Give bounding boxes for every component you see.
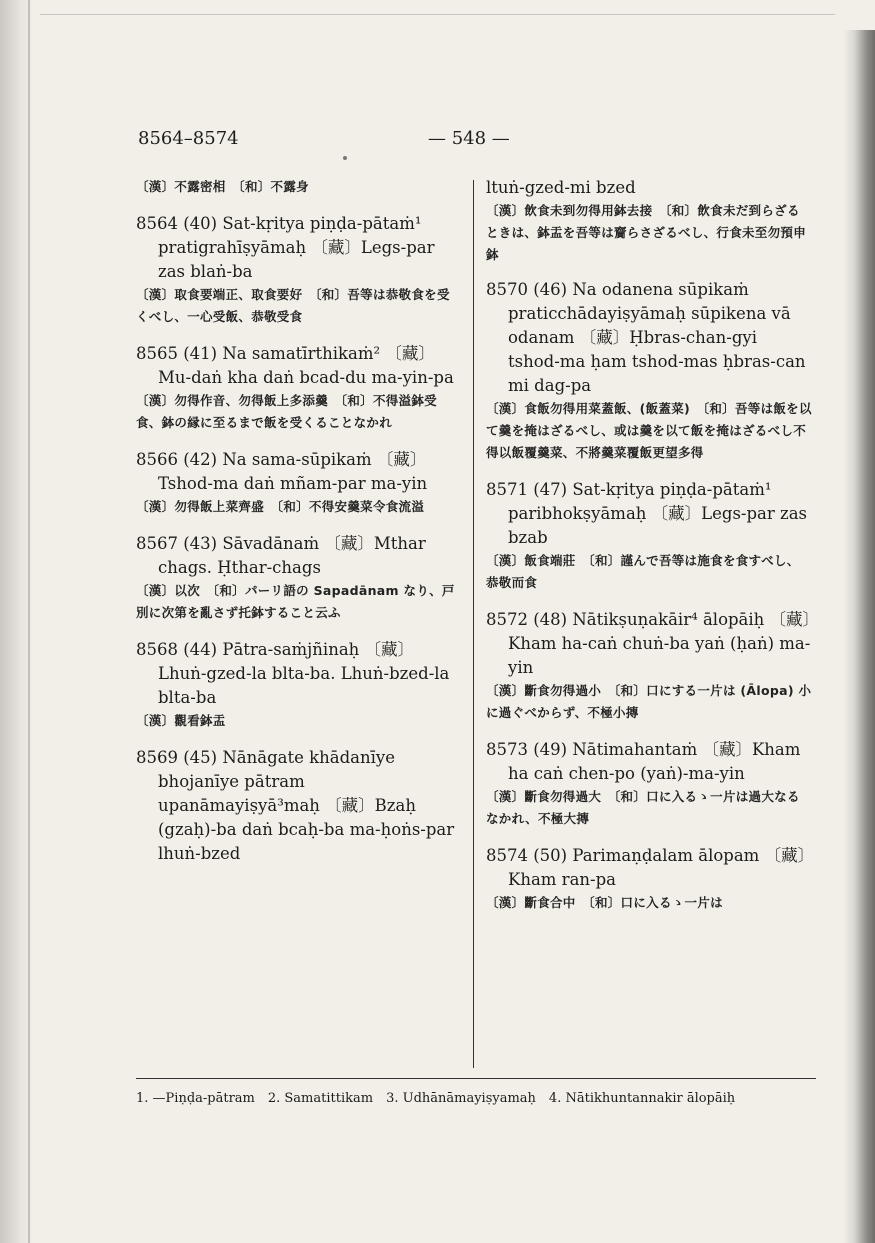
column-divider xyxy=(473,180,474,1068)
entry-headword: 8565 (41) Na samatīrthikaṁ² 〔藏〕Mu-daṅ kha daṅ bcad-du ma-yin-pa xyxy=(136,344,454,387)
entry-translation: 〔漢〕飯食端莊 〔和〕謹んで吾等は施食を食すべし、恭敬而食 xyxy=(486,553,800,590)
entry-translation: 〔漢〕斷食勿得過大 〔和〕口に入るゝ一片は過大なるなかれ、不極大摶 xyxy=(486,789,800,826)
entry-8565 xyxy=(136,342,462,434)
entry-translation: 〔漢〕以次 〔和〕パーリ語の Sapadānam なり、戸別に次第を亂さず托鉢すること云ふ xyxy=(136,583,455,620)
page-header xyxy=(138,128,818,158)
footnote-text: 1. —Piṇḍa-pātram 2. Samatittikam 3. Udhānāmayiṣyamaḥ 4. Nātikhuntannakir ālopāiḥ xyxy=(136,1091,736,1106)
entry-headword: 8567 (43) Sāvadānaṁ 〔藏〕Mthar chags. Ḥthar-chags xyxy=(136,534,426,577)
left-column xyxy=(136,176,462,880)
entry-translation: 〔漢〕斷食勿得過小 〔和〕口にする一片は (Ālopa) 小に過ぐべからず、不極小摶 xyxy=(486,683,812,720)
entry-8569-continuation xyxy=(486,176,812,266)
right-column xyxy=(486,176,812,928)
entry-8574 xyxy=(486,844,812,914)
entry-8567 xyxy=(136,532,462,624)
top-rule xyxy=(40,14,835,15)
entry-headword: 8566 (42) Na sama-sūpikaṁ 〔藏〕Tshod-ma daṅ mñam-par ma-yin xyxy=(136,450,428,493)
entry-headword: 8564 (40) Sat-kṛitya piṇḍa-pātaṁ¹ pratigrahīṣyāmaḥ 〔藏〕Legs-par zas blaṅ-ba xyxy=(136,214,435,281)
entry-translation: 〔漢〕斷食合中 〔和〕口に入るゝ一片は xyxy=(486,895,723,910)
footnote-rule xyxy=(136,1078,816,1079)
entry-translation: 〔漢〕觀看鉢盂 xyxy=(136,713,226,728)
footnotes xyxy=(136,1078,816,1111)
entry-8568 xyxy=(136,638,462,732)
entry-headword: 8568 (44) Pātra-saṁjñinaḥ 〔藏〕Lhuṅ-gzed-la blta-ba. Lhuṅ-bzed-la blta-ba xyxy=(136,640,450,707)
page-edge-shadow xyxy=(843,30,875,1243)
entry-headword: 8569 (45) Nānāgate khādanīye bhojanīye pātram upanāmayiṣyā³maḥ 〔藏〕Bzaḥ (gzaḥ)-ba daṅ bcaḥ-ba ma-ḥoṅs-par lhuṅ-bzed xyxy=(136,748,455,863)
entry-8571 xyxy=(486,478,812,594)
entry-headword: 8574 (50) Parimaṇḍalam ālopam 〔藏〕Kham ran-pa xyxy=(486,846,806,889)
entry-headword: 8573 (49) Nātimahantaṁ 〔藏〕Kham ha caṅ chen-po (yaṅ)-ma-yin xyxy=(486,740,801,783)
entry-headword: 8571 (47) Sat-kṛitya piṇḍa-pātaṁ¹ paribhokṣyāmaḥ 〔藏〕Legs-par zas bzab xyxy=(486,480,808,547)
entry-8566 xyxy=(136,448,462,518)
stray-mark xyxy=(343,156,347,160)
entry-8572 xyxy=(486,608,812,724)
page-binding-shadow xyxy=(0,0,34,1243)
entry-8573 xyxy=(486,738,812,830)
entry-translation: 〔漢〕食飯勿得用菜蓋飯、(飯蓋菜) 〔和〕吾等は飯を以て羹を掩はざるべし、或は羹を以て飯を掩はざるべし不得以飯覆羹菜、不將羹菜覆飯更望多得 xyxy=(486,401,812,460)
continuation-translation: 〔漢〕飲食未到勿得用鉢去接 〔和〕飲食未だ到らざるときは、鉢盂を吾等は齎らさざるべし、行食未至勿預申鉢 xyxy=(486,203,807,262)
entry-range: 8564–8574 xyxy=(138,128,239,149)
page-number: — 548 — xyxy=(428,128,510,149)
entry-translation: 〔漢〕勿得飯上菜齊盛 〔和〕不得安羹菜令食流溢 xyxy=(136,499,425,514)
entry-8564 xyxy=(136,212,462,328)
continuation-headword: ltuṅ-gzed-mi bzed xyxy=(486,178,636,197)
entry-headword: 8570 (46) Na odanena sūpikaṁ praticchādayiṣyāmaḥ sūpikena vā odanam 〔藏〕Ḥbras-chan-gyi tshod-ma ḥam tshod-mas ḥbras-can mi dag-pa xyxy=(486,280,806,395)
lead-chinese-line: 〔漢〕不露密相 〔和〕不露身 xyxy=(136,179,309,194)
entry-8569 xyxy=(136,746,462,866)
entry-translation: 〔漢〕勿得作音、勿得飯上多添羹 〔和〕不得溢鉢受食、鉢の縁に至るまで飯を受くることなかれ xyxy=(136,393,437,430)
entry-translation: 〔漢〕取食要端正、取食要好 〔和〕吾等は恭敬食を受くべし、一心受飯、恭敬受食 xyxy=(136,287,450,324)
entry-headword: 8572 (48) Nātikṣuṇakāir⁴ ālopāiḥ 〔藏〕Kham ha-caṅ chuṅ-ba yaṅ (ḥaṅ) ma-yin xyxy=(486,610,811,677)
entry-8570 xyxy=(486,278,812,464)
